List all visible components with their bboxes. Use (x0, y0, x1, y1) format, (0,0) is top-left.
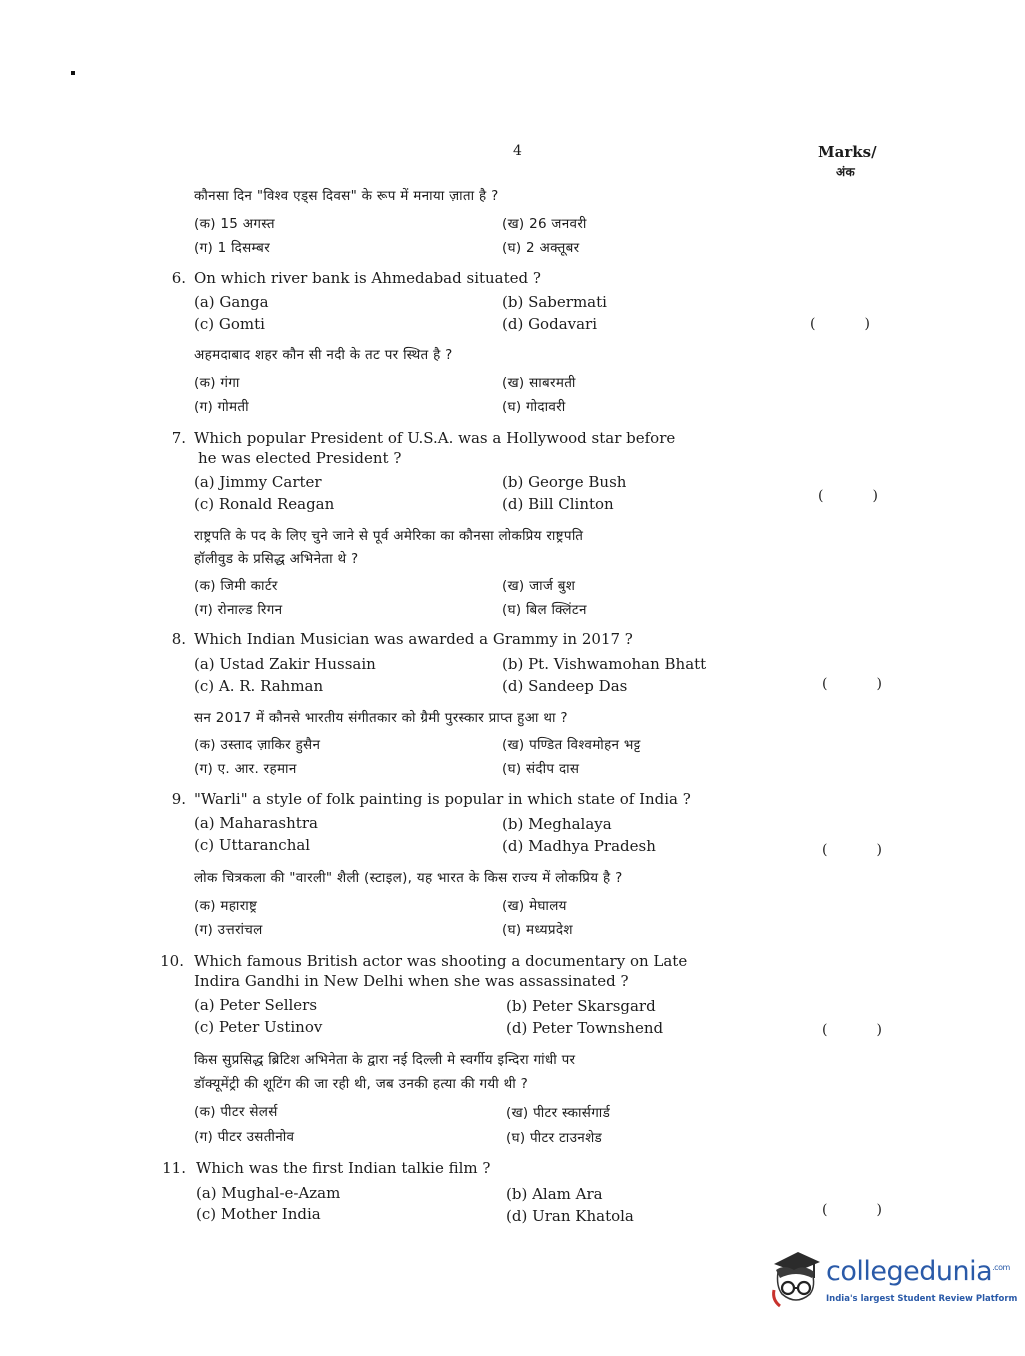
q8-option-c: (c) A. R. Rahman (194, 677, 324, 695)
q10-option-hi-1: (क) पीटर सेलर्स (194, 1104, 278, 1120)
logo-tagline: India's largest Student Review Platform (826, 1294, 1018, 1304)
q9-option-hi-1: (क) महाराष्ट्र (194, 898, 258, 914)
q6-answer-bracket: ( ) (810, 316, 870, 332)
q6-option-a: (a) Ganga (194, 293, 269, 311)
q7-answer-bracket: ( ) (818, 488, 878, 504)
q9-question-en: "Warli" a style of folk painting is popular in which state of India ? (194, 790, 691, 808)
q7-option-a: (a) Jimmy Carter (194, 473, 322, 491)
logo-name: collegedunia (826, 1256, 993, 1287)
q10-question-hi-2: डॉक्यूमेंट्री की शूटिंग की जा रही थी, जब उनकी हत्या की गयी थी ? (194, 1076, 529, 1092)
q9-option-b: (b) Meghalaya (502, 815, 612, 833)
q6-option-b: (b) Sabermati (502, 293, 607, 311)
q6-option-c: (c) Gomti (194, 315, 265, 333)
page-dot (71, 71, 75, 75)
q7-option-hi-3: (ग) रोनाल्ड रिगन (194, 602, 283, 618)
q9-option-hi-2: (ख) मेघालय (502, 898, 567, 914)
q5-question-hi: कौनसा दिन "विश्व एड्स दिवस" के रूप में मनाया ज़ाता है ? (194, 188, 499, 204)
q7-option-c: (c) Ronald Reagan (194, 495, 335, 513)
mascot-icon (768, 1250, 824, 1310)
marks-header-en: Marks/ (818, 143, 877, 161)
q8-option-hi-1: (क) उस्ताद ज़ाकिर हुसैन (194, 737, 321, 753)
q11-option-b: (b) Alam Ara (506, 1185, 603, 1203)
q7-option-hi-4: (घ) बिल क्लिंटन (502, 602, 587, 618)
q6-number: 6. (171, 269, 186, 287)
collegedunia-logo (768, 1250, 1018, 1320)
q7-option-b: (b) George Bush (502, 473, 627, 491)
q8-number: 8. (171, 630, 186, 648)
q10-number: 10. (160, 952, 184, 970)
q7-question-en-1: Which popular President of U.S.A. was a Hollywood star before (194, 429, 676, 447)
q8-question-hi: सन 2017 में कौनसे भारतीय संगीतकार को ग्रैमी पुरस्कार प्राप्त हुआ था ? (194, 710, 568, 726)
q8-question-en: Which Indian Musician was awarded a Grammy in 2017 ? (194, 630, 633, 648)
q10-question-en-2: Indira Gandhi in New Delhi when she was assassinated ? (194, 972, 629, 990)
q6-option-hi-1: (क) गंगा (194, 375, 240, 391)
q9-answer-bracket: ( ) (822, 842, 882, 858)
q10-option-a: (a) Peter Sellers (194, 996, 318, 1014)
q9-number: 9. (171, 790, 186, 808)
q8-option-b: (b) Pt. Vishwamohan Bhatt (502, 655, 707, 673)
q7-question-hi-2: हॉलीवुड के प्रसिद्ध अभिनेता थे ? (194, 551, 359, 567)
q8-option-hi-2: (ख) पण्डित विश्वमोहन भट्ट (502, 737, 641, 753)
q8-option-d: (d) Sandeep Das (502, 677, 628, 695)
q5-option-hi-1: (क) 15 अगस्त (194, 216, 275, 232)
q11-option-a: (a) Mughal-e-Azam (196, 1184, 341, 1202)
q8-option-hi-3: (ग) ए. आर. रहमान (194, 761, 297, 777)
q10-option-hi-2: (ख) पीटर स्कार्सगार्ड (506, 1105, 611, 1121)
q10-option-b: (b) Peter Skarsgard (506, 997, 656, 1015)
q11-answer-bracket: ( ) (822, 1202, 882, 1218)
logo-wordmark (826, 1256, 1010, 1287)
q7-option-hi-2: (ख) जार्ज बुश (502, 578, 576, 594)
q6-option-hi-4: (घ) गोदावरी (502, 399, 566, 415)
q11-option-d: (d) Uran Khatola (506, 1207, 634, 1225)
marks-header-hi: अंक (836, 165, 855, 179)
q9-option-d: (d) Madhya Pradesh (502, 837, 656, 855)
q9-option-hi-4: (घ) मध्यप्रदेश (502, 922, 573, 938)
q6-option-d: (d) Godavari (502, 315, 598, 333)
q5-option-hi-4: (घ) 2 अक्तूबर (502, 240, 580, 256)
q9-option-a: (a) Maharashtra (194, 814, 318, 832)
q9-option-hi-3: (ग) उत्तरांचल (194, 922, 263, 938)
q10-question-en-1: Which famous British actor was shooting a documentary on Late (194, 952, 688, 970)
q6-option-hi-2: (ख) साबरमती (502, 375, 576, 391)
q10-option-hi-3: (ग) पीटर उसतीनोव (194, 1129, 295, 1145)
q7-question-hi-1: राष्ट्रपति के पद के लिए चुने जाने से पूर्व अमेरिका का कौनसा लोकप्रिय राष्ट्रपति (194, 528, 584, 544)
q11-question-en: Which was the first Indian talkie film ? (196, 1159, 491, 1177)
q6-question-en: On which river bank is Ahmedabad situated ? (194, 269, 541, 287)
logo-suffix: .com (992, 1263, 1010, 1272)
q7-question-en-2: he was elected President ? (198, 449, 402, 467)
q5-option-hi-2: (ख) 26 जनवरी (502, 216, 587, 232)
marks-header (818, 142, 877, 182)
q8-option-a: (a) Ustad Zakir Hussain (194, 655, 376, 673)
q7-option-d: (d) Bill Clinton (502, 495, 614, 513)
q8-option-hi-4: (घ) संदीप दास (502, 761, 580, 777)
q8-answer-bracket: ( ) (822, 676, 882, 692)
q10-option-hi-4: (घ) पीटर टाउनशेड (506, 1130, 603, 1146)
q10-option-d: (d) Peter Townshend (506, 1019, 664, 1037)
q9-question-hi: लोक चित्रकला की "वारली" शैली (स्टाइल), यह भारत के किस राज्य में लोकप्रिय है ? (194, 870, 623, 886)
q10-option-c: (c) Peter Ustinov (194, 1018, 323, 1036)
q7-number: 7. (171, 429, 186, 447)
q10-question-hi-1: किस सुप्रसिद्ध ब्रिटिश अभिनेता के द्वारा नई दिल्ली मे स्वर्गीय इन्दिरा गांधी पर (194, 1052, 576, 1068)
q11-option-c: (c) Mother India (196, 1205, 321, 1223)
q6-question-hi: अहमदाबाद शहर कौन सी नदी के तट पर स्थित है ? (194, 347, 453, 363)
q11-number: 11. (162, 1159, 186, 1177)
q7-option-hi-1: (क) जिमी कार्टर (194, 578, 278, 594)
q10-answer-bracket: ( ) (822, 1022, 882, 1038)
page-number: 4 (513, 143, 522, 159)
q9-option-c: (c) Uttaranchal (194, 836, 311, 854)
q5-option-hi-3: (ग) 1 दिसम्बर (194, 240, 271, 256)
q6-option-hi-3: (ग) गोमती (194, 399, 249, 415)
